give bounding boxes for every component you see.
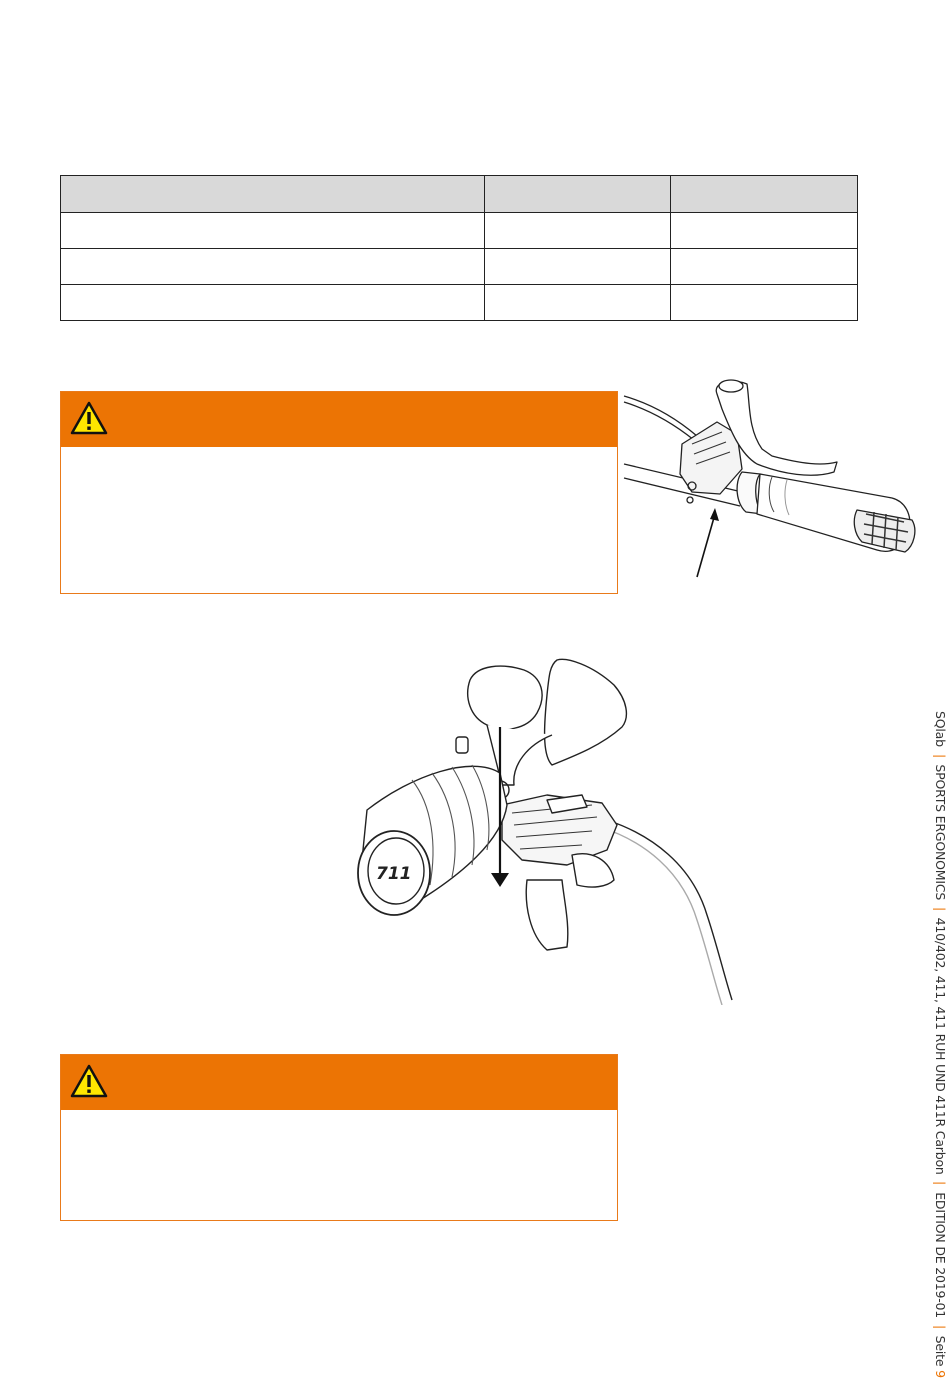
- handlebar-lever-figure: [622, 374, 922, 584]
- footer-title: SPORTS ERGONOMICS: [933, 764, 948, 901]
- table-cell: [61, 249, 485, 285]
- table-header-cell: [61, 176, 485, 213]
- footer-page-label: Seite: [933, 1335, 948, 1367]
- table-cell: [485, 213, 671, 249]
- page-footer: [933, 711, 948, 1378]
- table-cell: [485, 249, 671, 285]
- table-cell: [485, 285, 671, 321]
- table-header-cell: [671, 176, 858, 213]
- warning-header: [61, 1055, 617, 1110]
- table-header-cell: [485, 176, 671, 213]
- grip-lever-figure: [352, 655, 738, 1005]
- warning-box-top: [60, 391, 618, 594]
- footer-brand: SQlab: [933, 711, 948, 747]
- table-cell: [61, 285, 485, 321]
- table-cell: [61, 213, 485, 249]
- grip-end-label: 711: [376, 864, 412, 884]
- footer-separator: |: [933, 753, 948, 758]
- table-row: [61, 285, 858, 321]
- footer-models: 410/402, 411, 411 RUH UND 411R Carbon: [933, 917, 948, 1175]
- table-row: [61, 213, 858, 249]
- warning-box-bottom: [60, 1054, 618, 1221]
- warning-header: [61, 392, 617, 447]
- spec-table: [60, 175, 858, 321]
- table-cell: [671, 249, 858, 285]
- footer-separator: |: [933, 1181, 948, 1186]
- footer-separator: |: [933, 906, 948, 911]
- table-header-row: [61, 176, 858, 213]
- table-cell: [671, 285, 858, 321]
- footer-edition: EDITION DE 2019-01: [933, 1192, 948, 1319]
- warning-triangle-icon: [70, 401, 108, 435]
- warning-triangle-icon: [70, 1064, 108, 1098]
- footer-separator: |: [933, 1324, 948, 1329]
- table-cell: [671, 213, 858, 249]
- table-row: [61, 249, 858, 285]
- footer-page-number: 9: [933, 1370, 948, 1378]
